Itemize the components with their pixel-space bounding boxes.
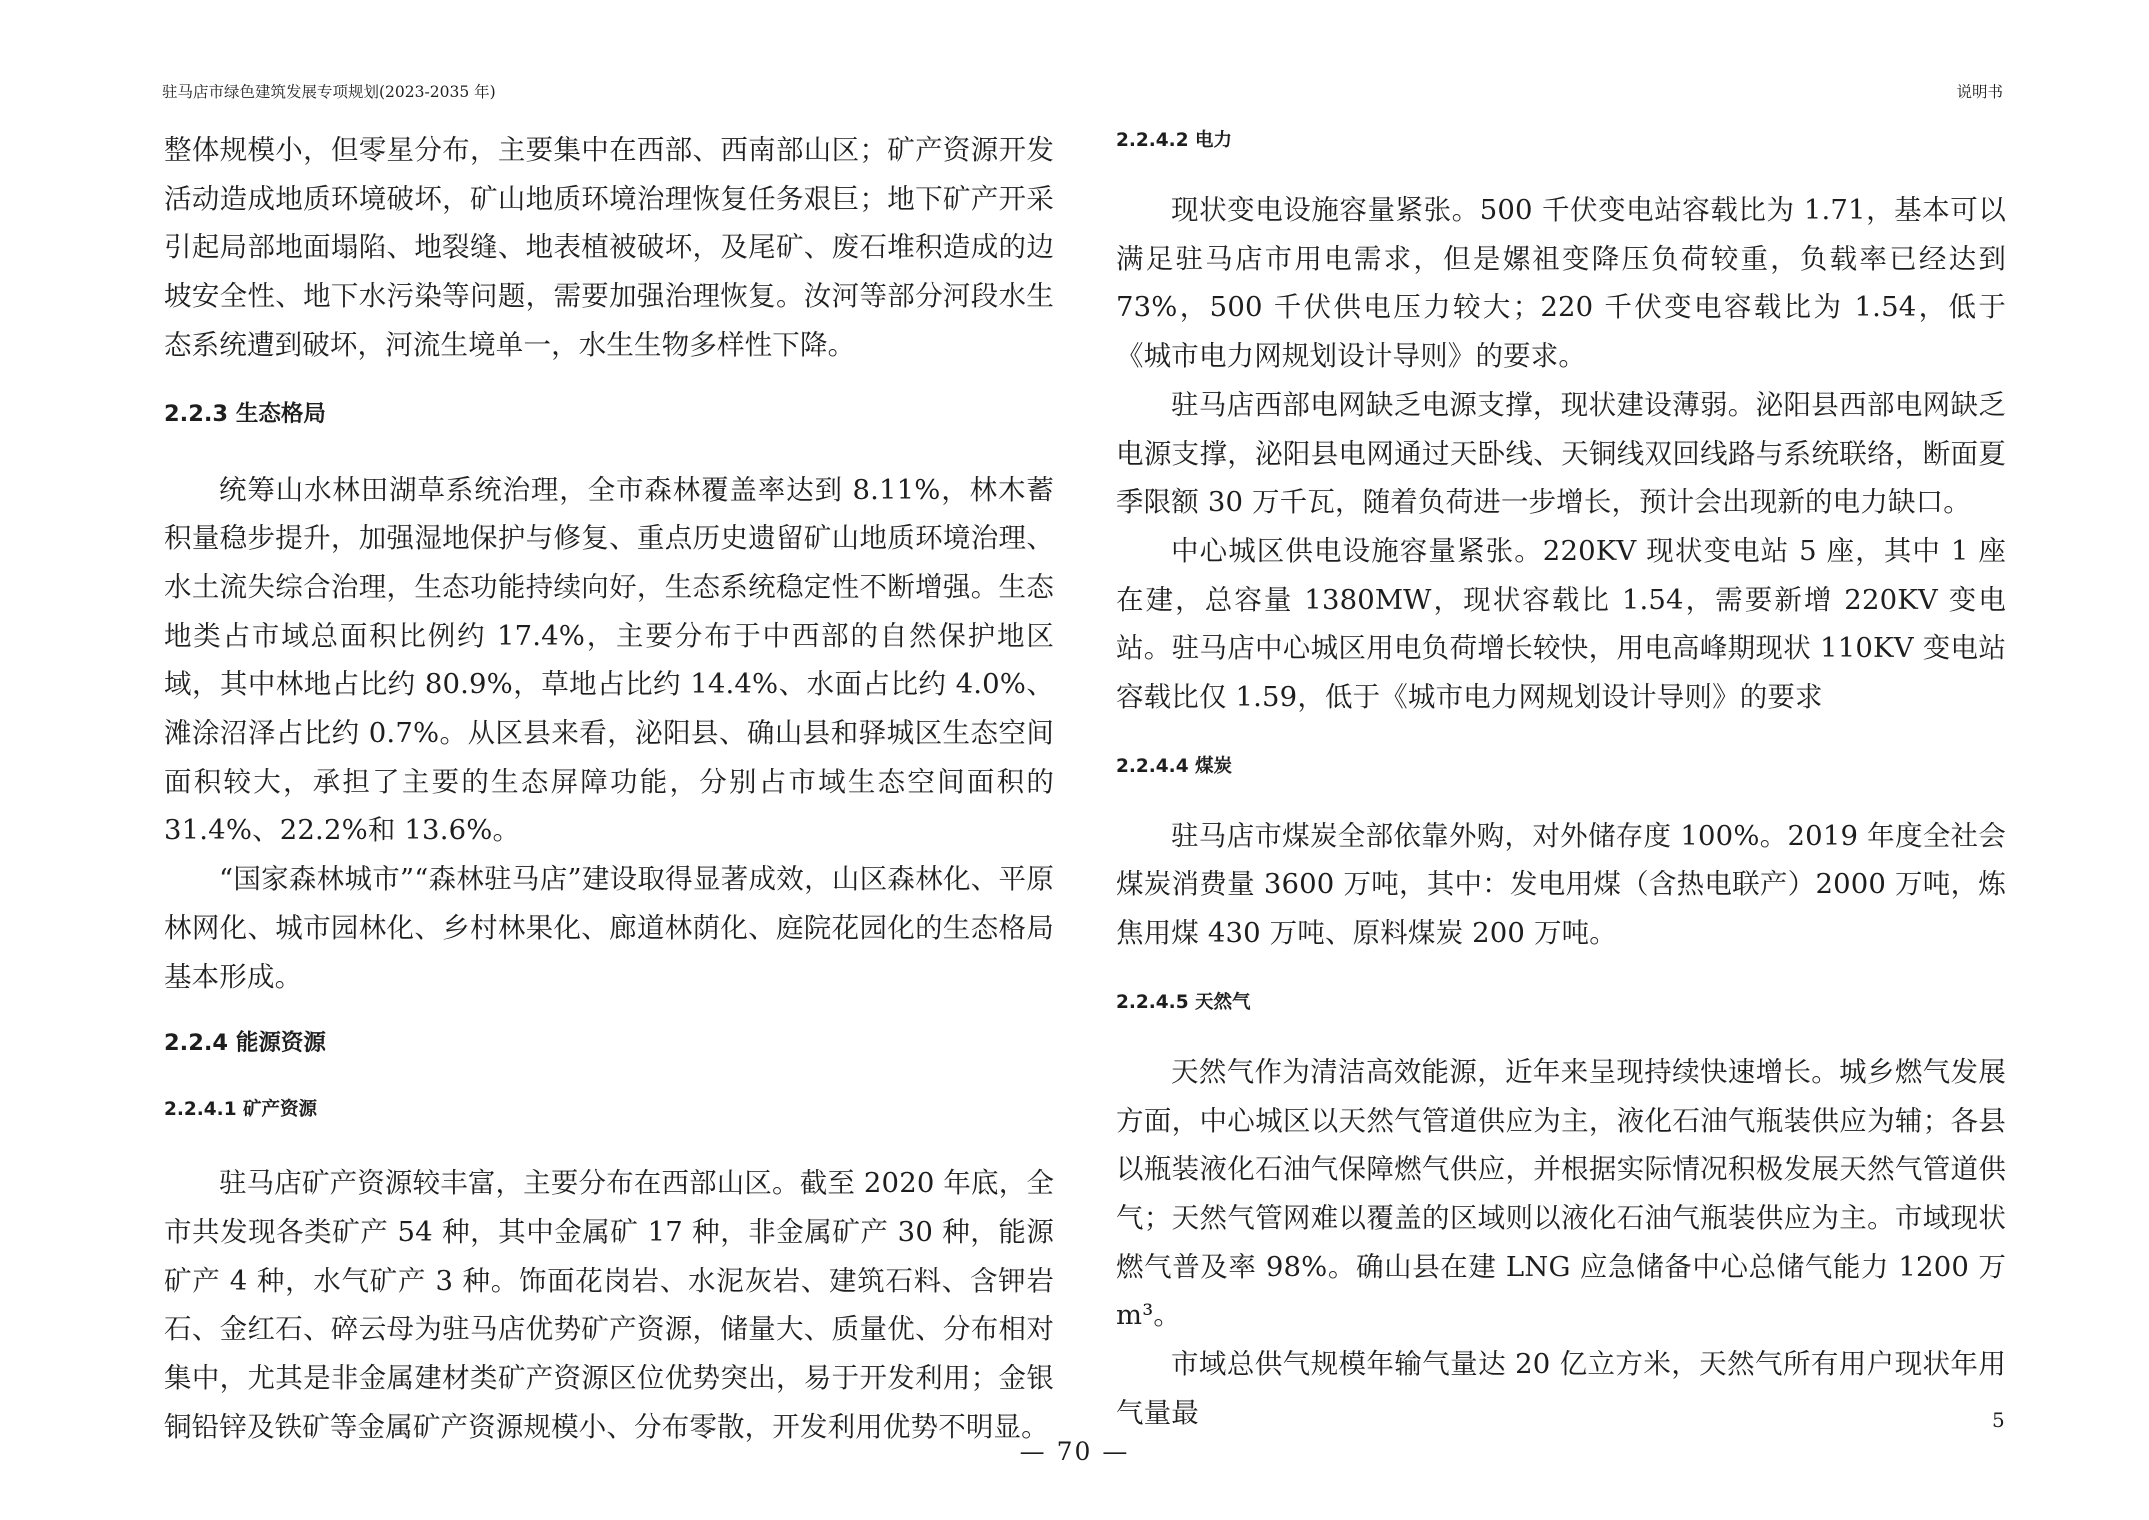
paragraph: 现状变电设施容量紧张。500 千伏变电站容载比为 1.71，基本可以满足驻马店市用电需求，但是嫘祖变降压负荷较重，负载率已经达到 73%，500 千伏供电压力较大；220 千伏变电容载比为 1.54，低于《城市电力网规划设计导则》的要求。 (1116, 194, 2006, 373)
subsection-heading: 2.2.4.2 电力 (1116, 130, 1233, 151)
paragraph: 市域总供气规模年输气量达 20 亿立方米，天然气所有用户现状年用气量最 (1116, 1348, 2006, 1429)
paragraph: 驻马店西部电网缺乏电源支撑，现状建设薄弱。泌阳县西部电网缺乏电源支撑，泌阳县电网通过天卧线、天铜线双回线路与系统联络，断面夏季限额 30 万千瓦，随着负荷进一步增长，预计会出现新的电力缺口。 (1116, 388, 2006, 519)
subsection-heading: 2.2.4.5 天然气 (1116, 991, 1251, 1013)
subsection-heading: 2.2.4.1 矿产资源 (164, 1099, 318, 1121)
document-type: 说明书 (1956, 83, 2003, 101)
paragraph: 中心城区供电设施容量紧张。220KV 现状变电站 5 座，其中 1 座在建，总容量 1380MW，现状容载比 1.54，需要新增 220KV 变电站。驻马店中心城区用电负荷增长较快，用电高峰期现状 110KV 变电站容载比仅 1.59，低于《城市电力网规划设计导则》的要求 (1116, 534, 2006, 714)
page-number: — 70 — (1019, 1437, 1130, 1466)
section-heading: 2.2.4 能源资源 (164, 1030, 326, 1057)
left-column (164, 126, 1054, 1451)
paragraph: 驻马店矿产资源较丰富，主要分布在西部山区。截至 2020 年底，全市共发现各类矿产 54 种，其中金属矿 17 种，非金属矿产 30 种，能源矿产 4 种，水气矿产 3 种。饰面花岗岩、水泥灰岩、建筑石料、含钾岩石、金红石、碎云母为驻马店优势矿产资源，储量大、质量优、分布相对集中，尤其是非金属建材类矿产资源区位优势突出，易于开发利用；金银铜铅锌及铁矿等金属矿产资源规模小、分布零散，开发利用优势不明显。 (164, 1167, 1054, 1443)
subsection-heading: 2.2.4.4 煤炭 (1116, 755, 1233, 777)
page-number-secondary: 5 (1992, 1408, 2005, 1432)
paragraph: 天然气作为清洁高效能源，近年来呈现持续快速增长。城乡燃气发展方面，中心城区以天然气管道供应为主，液化石油气瓶装供应为辅；各县以瓶装液化石油气保障燃气供应，并根据实际情况积极发展天然气管道供气；天然气管网难以覆盖的区域则以液化石油气瓶装供应为主。市域现状燃气普及率 98%。确山县在建 LNG 应急储备中心总储气能力 1200 万 m³。 (1116, 1055, 2006, 1332)
section-heading: 2.2.3 生态格局 (164, 400, 326, 427)
document-title: 驻马店市绿色建筑发展专项规划(2023-2035 年) (162, 83, 496, 101)
paragraph: 整体规模小，但零星分布，主要集中在西部、西南部山区；矿产资源开发活动造成地质环境破坏，矿山地质环境治理恢复任务艰巨；地下矿产开采引起局部地面塌陷、地裂缝、地表植被破坏，及尾矿、废石堆积造成的边坡安全性、地下水污染等问题，需要加强治理恢复。汝河等部分河段水生态系统遭到破坏，河流生境单一，水生生物多样性下降。 (164, 134, 1054, 361)
right-column (1116, 126, 2006, 1437)
paragraph: 统筹山水林田湖草系统治理，全市森林覆盖率达到 8.11%，林木蓄积量稳步提升，加强湿地保护与修复、重点历史遗留矿山地质环境治理、水土流失综合治理，生态功能持续向好，生态系统稳定性不断增强。生态地类占市域总面积比例约 17.4%，主要分布于中西部的自然保护地区域，其中林地占比约 80.9%，草地占比约 14.4%、水面占比约 4.0%、滩涂沼泽占比约 0.7%。从区县来看，泌阳县、确山县和驿城区生态空间面积较大，承担了主要的生态屏障功能，分别占市域生态空间面积的 31.4%、22.2%和 13.6%。 (164, 473, 1054, 847)
paragraph: 驻马店市煤炭全部依靠外购，对外储存度 100%。2019 年度全社会煤炭消费量 3600 万吨，其中：发电用煤（含热电联产）2000 万吨，炼焦用煤 430 万吨、原料煤炭 200 万吨。 (1116, 819, 2006, 950)
paragraph: “国家森林城市”“森林驻马店”建设取得显著成效，山区森林化、平原林网化、城市园林化、乡村林果化、廊道林荫化、庭院花园化的生态格局基本形成。 (164, 863, 1054, 993)
